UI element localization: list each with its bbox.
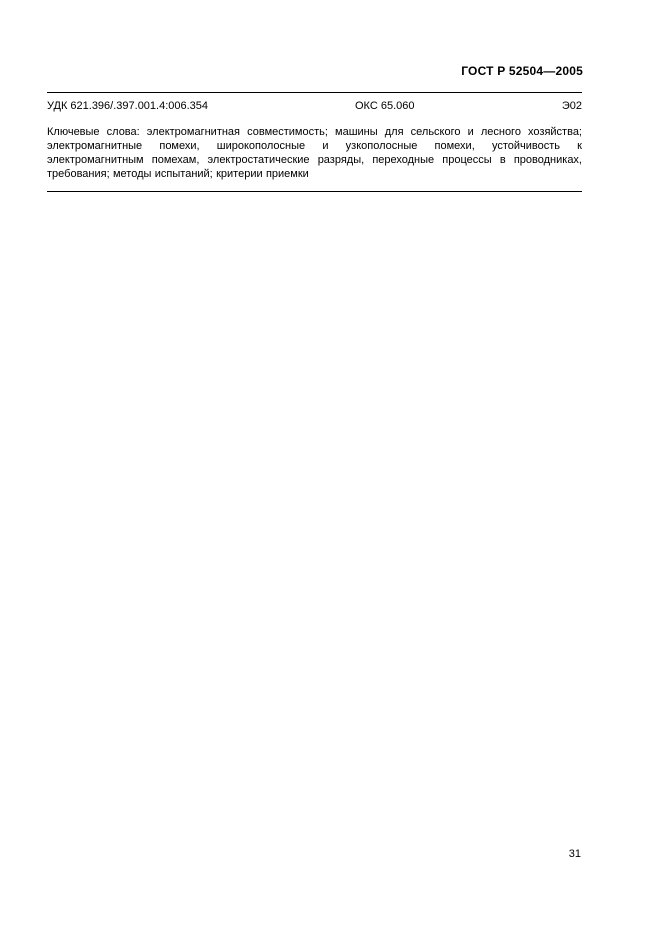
bottom-divider xyxy=(47,191,582,192)
keywords-paragraph: Ключевые слова: электромагнитная совместимость; машины для сельского и лесного хозяйства; электромагнитные помехи, широкополосные и узкополосные помехи, устойчивость к электромагнитным помехам, электростатические разряды, переходные процессы в проводниках, требования; методы испытаний; критерии приемки xyxy=(47,126,582,180)
group-code: Э02 xyxy=(561,100,582,112)
udk-code: УДК 621.396/.397.001.4:006.354 xyxy=(47,100,209,112)
classification-row xyxy=(47,100,582,116)
oks-code: ОКС 65.060 xyxy=(355,100,415,112)
standard-number: ГОСТ Р 52504—2005 xyxy=(461,64,583,78)
top-divider xyxy=(47,92,582,93)
page-number: 31 xyxy=(568,848,581,860)
